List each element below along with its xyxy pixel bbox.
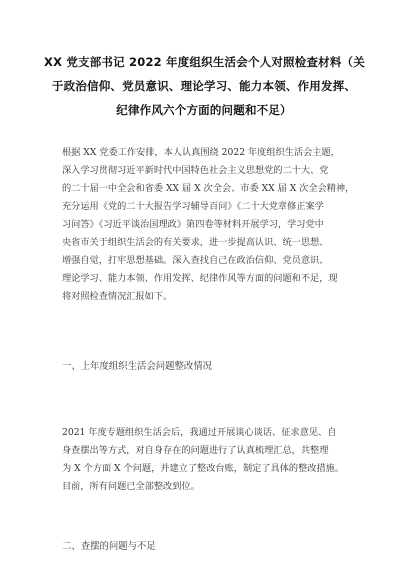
document-title-line-3: 纪律作风六个方面的问题和不足） [116, 103, 292, 117]
section-1-line-4: 目前，所有问题已全部整改到位。 [62, 481, 200, 492]
intro-line-1: 根据 XX 党委工作安排，本人认真围绕 2022 年度组织生活会主题， [62, 147, 340, 158]
section-1-line-1: 2021 年度专题组织生活会后，我通过开展谈心谈话、征求意见、自 [62, 427, 337, 438]
section-2-heading: 二、查摆的问题与不足 [62, 541, 156, 552]
section-1-line-3: 为 X 个方面 X 个问题，并建立了整改台账，制定了具体的整改措施。 [62, 463, 345, 474]
intro-line-6: 央省市关于组织生活会的有关要求，进一步提高认识、统一思想、 [62, 237, 329, 248]
section-1-heading: 一、上年度组织生活会问题整改情况 [62, 361, 213, 372]
document-title-line-1: XX 党支部书记 2022 年度组织生活会个人对照检查材料（关 [44, 55, 365, 69]
intro-line-9: 将对照检查情况汇报如下。 [62, 291, 173, 302]
intro-line-5: 习问答》《习近平谈治国理政》第四卷等材料开展学习，学习党中 [62, 219, 324, 230]
intro-line-3: 的二十届一中全会和省委 XX 届 X 次全会、市委 XX 届 X 次全会精神， [62, 183, 355, 194]
intro-line-2: 深入学习贯彻习近平新时代中国特色社会主义思想党的二十大、党 [62, 165, 329, 176]
section-1-line-2: 身查摆出等方式，对自身存在的问题进行了认真梳理汇总，共整理 [62, 445, 329, 456]
document-title-line-2: 于政治信仰、党员意识、理论学习、能力本领、作用发挥、 [51, 79, 357, 93]
intro-line-8: 理论学习、能力本领、作用发挥、纪律作风等方面的问题和不足，现 [62, 273, 338, 284]
intro-line-4: 充分运用《党的二十大报告学习辅导百问》《二十大党章修正案学 [62, 201, 324, 212]
intro-line-7: 增强自觉，打牢思想基础。深入查找自己在政治信仰、党员意识、 [62, 255, 329, 266]
